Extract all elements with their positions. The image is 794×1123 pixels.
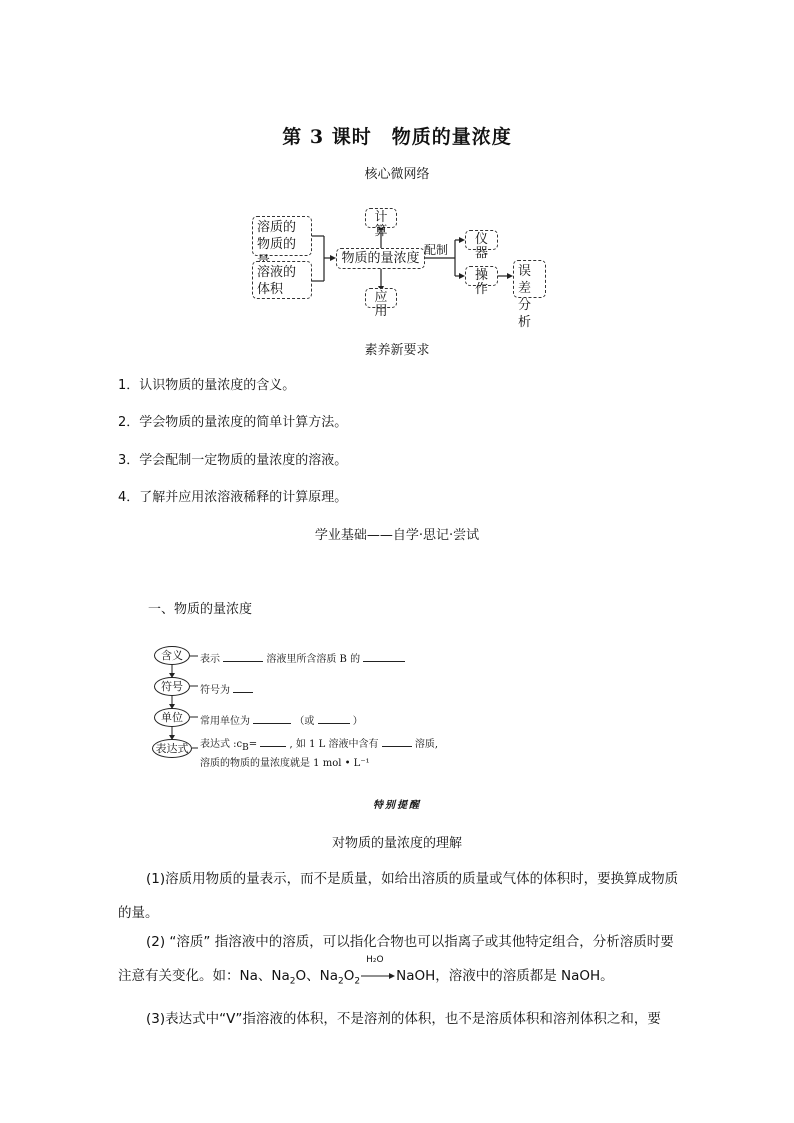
- symbol-text: 符号为: [200, 685, 230, 696]
- application-box: 应用: [365, 288, 397, 308]
- subscript: 2: [354, 976, 361, 987]
- answer-blank: [318, 713, 350, 724]
- answer-blank: [233, 682, 253, 693]
- reaction-arrow: [360, 955, 396, 983]
- symbol-node: 符号: [154, 677, 190, 696]
- expression-text: 表达式 :c: [200, 739, 243, 750]
- expression-text: , 如 1 L 溶液中含有: [289, 739, 379, 750]
- meaning-line: [200, 650, 405, 665]
- requirement-item: 1．认识物质的量浓度的含义。: [118, 378, 296, 393]
- subscript: 2: [337, 976, 344, 987]
- meaning-text: 表示: [200, 654, 220, 665]
- tip-paragraph-3: (3)表达式中“V”指溶液的体积，不是溶剂的体积，也不是溶质体积和溶剂体积之和，要: [146, 1011, 661, 1027]
- error-analysis-box: 误差分析: [513, 260, 546, 298]
- tip-text: NaOH，溶液中的溶质都是 NaOH。: [396, 968, 614, 984]
- answer-blank: [363, 651, 405, 662]
- requirement-item: 4．了解并应用浓溶液稀释的计算原理。: [118, 490, 348, 505]
- expression-node: 表达式: [152, 739, 192, 758]
- unit-node: 单位: [154, 708, 190, 727]
- expression-text: 溶质,: [414, 739, 439, 750]
- prepare-label: 配制: [424, 243, 449, 257]
- instruments-box: 仪器: [465, 230, 498, 250]
- network-heading: 核心微网络: [364, 167, 430, 182]
- calculation-box: 计算: [365, 208, 397, 228]
- unit-text: 常用单位为: [200, 716, 250, 727]
- meaning-text: 溶液里所含溶质 B 的: [266, 654, 361, 665]
- tip-text: O、Na: [295, 968, 338, 984]
- answer-blank: [260, 736, 286, 747]
- page-title: 第 3 课时 物质的量浓度: [282, 126, 512, 148]
- requirements-heading: 素养新要求: [364, 343, 430, 358]
- operation-box: 操作: [465, 266, 498, 286]
- expression-line: [200, 735, 438, 753]
- expression-subscript: B: [242, 743, 249, 753]
- arrow-label: H₂O: [366, 955, 384, 965]
- expression-line-2: 溶质的物质的量浓度就是 1 mol • L⁻¹: [200, 758, 370, 769]
- tip-text: (2) “溶质” 指溶液中的溶质，可以指化合物也可以指离子或其他特定组合，分析溶质时要注意有关变化。如：Na、Na: [118, 934, 674, 984]
- requirement-item: 2．学会物质的量浓度的简单计算方法。: [118, 415, 348, 430]
- section-heading: 一、物质的量浓度: [148, 602, 253, 617]
- tip-badge: 特别提醒: [373, 800, 421, 811]
- answer-blank: [223, 651, 263, 662]
- expression-text: =: [248, 739, 258, 750]
- answer-blank: [253, 713, 291, 724]
- concentration-box: 物质的量浓度: [336, 248, 425, 269]
- tip-text: O: [343, 968, 355, 984]
- arrow-icon: [360, 969, 396, 983]
- symbol-line: [200, 681, 253, 696]
- requirement-item: 3．学会配制一定物质的量浓度的溶液。: [118, 453, 348, 468]
- unit-text: ）: [352, 716, 363, 727]
- tip-heading: 对物质的量浓度的理解: [331, 836, 462, 851]
- foundation-heading: 学业基础——自学·思记·尝试: [314, 528, 480, 543]
- unit-text: （或: [294, 716, 315, 727]
- unit-line: [200, 712, 363, 727]
- answer-blank: [382, 736, 412, 747]
- solution-volume-box: 溶液的体积: [252, 261, 312, 299]
- meaning-node: 含义: [154, 646, 190, 665]
- solute-amount-box: 溶质的物质的: [252, 216, 312, 256]
- tip-paragraph-1: (1)溶质用物质的量表示，而不是质量，如给出溶质的质量或气体的体积时，要换算成物质的量。: [118, 871, 679, 921]
- tip-paragraph-2: [118, 925, 684, 999]
- subscript: 2: [289, 976, 296, 987]
